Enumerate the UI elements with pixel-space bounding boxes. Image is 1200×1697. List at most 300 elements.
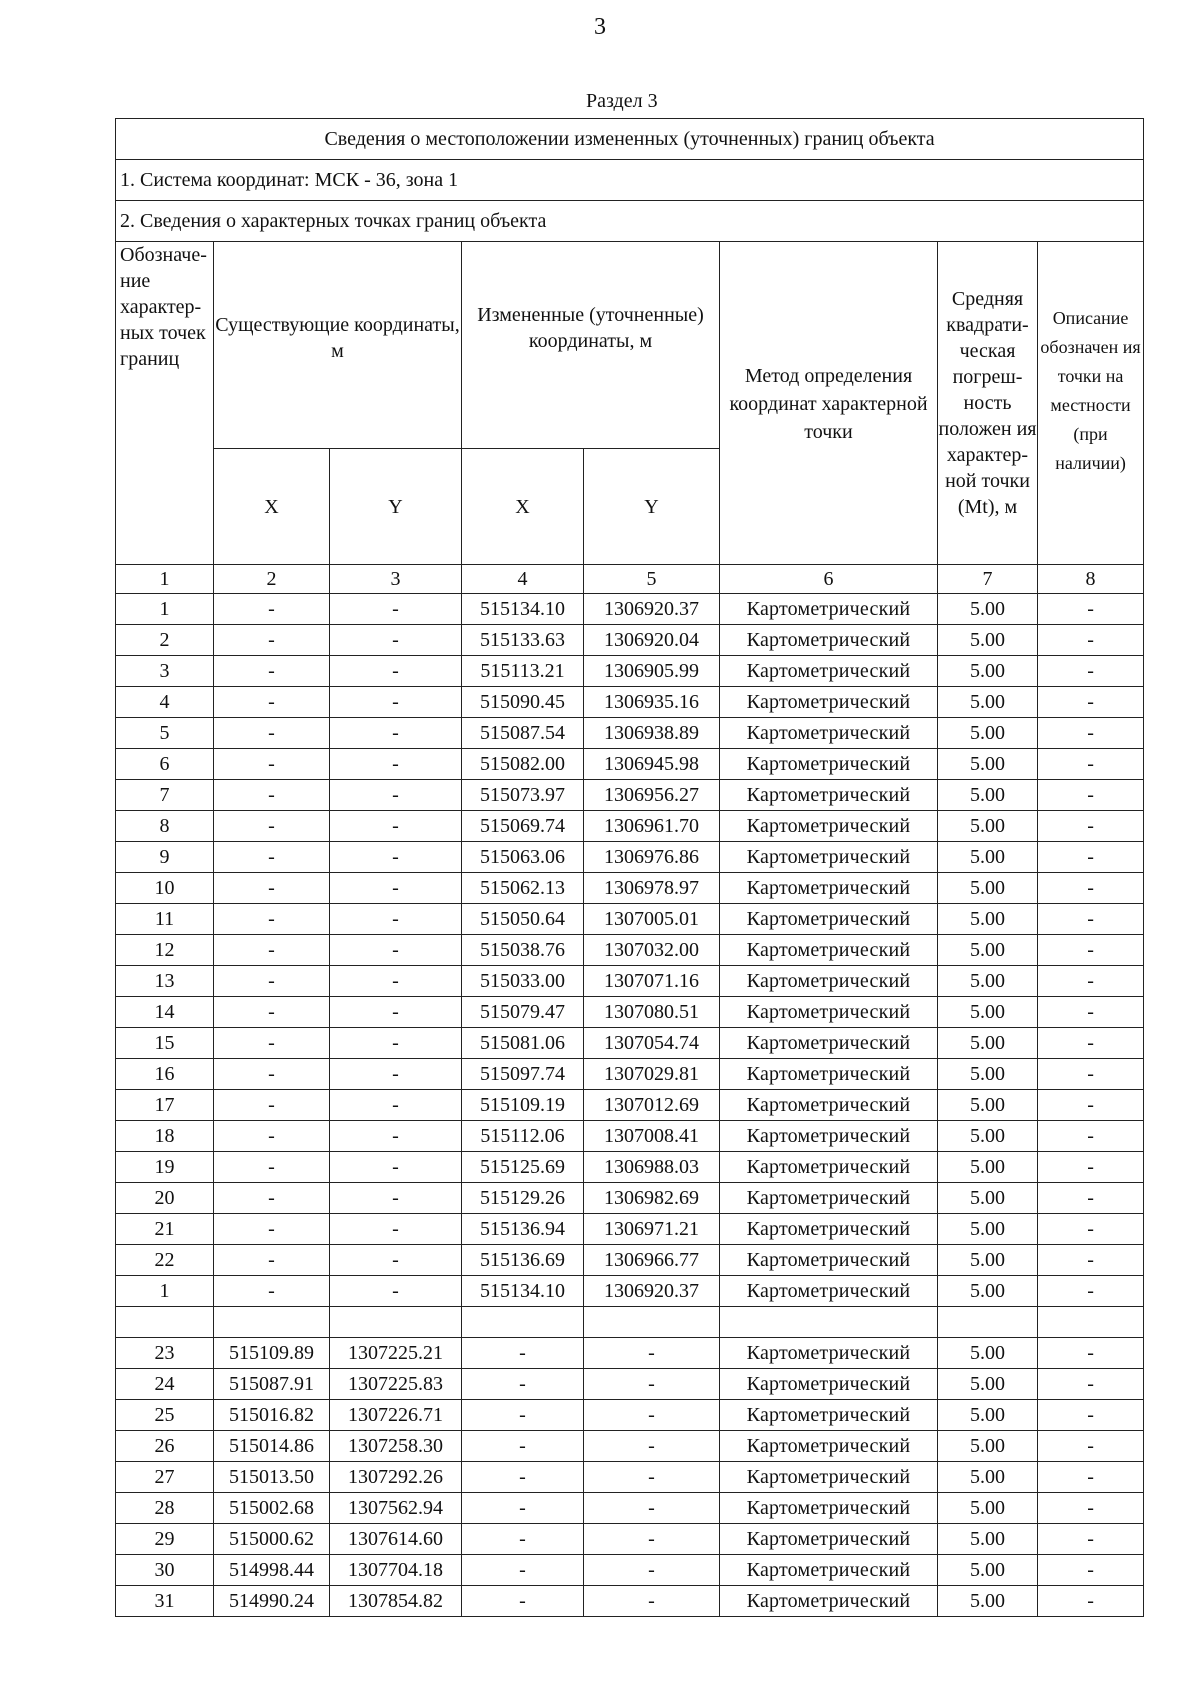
changed-x-cell: 515063.06: [462, 842, 584, 873]
table-row: [116, 1028, 1144, 1059]
error-mt-cell: [938, 1307, 1038, 1338]
point-number-cell: 22: [116, 1245, 214, 1276]
method-cell: Картометрический: [720, 1555, 938, 1586]
table-row: [116, 718, 1144, 749]
error-mt-cell: 5.00: [938, 966, 1038, 997]
description-cell: -: [1038, 1524, 1144, 1555]
changed-y-cell: 1307032.00: [584, 935, 720, 966]
changed-x-cell: -: [462, 1400, 584, 1431]
method-cell: Картометрический: [720, 904, 938, 935]
changed-x-cell: 515134.10: [462, 594, 584, 625]
existing-x-cell: -: [214, 1059, 330, 1090]
point-number-cell: 1: [116, 594, 214, 625]
changed-y-cell: 1306961.70: [584, 811, 720, 842]
error-mt-cell: 5.00: [938, 1245, 1038, 1276]
table-row: [116, 1121, 1144, 1152]
changed-y-cell: 1306982.69: [584, 1183, 720, 1214]
changed-x-cell: -: [462, 1338, 584, 1369]
error-mt-cell: 5.00: [938, 904, 1038, 935]
table-row: [116, 1400, 1144, 1431]
method-cell: Картометрический: [720, 1338, 938, 1369]
point-number-cell: 3: [116, 656, 214, 687]
existing-y-cell: 1307614.60: [330, 1524, 462, 1555]
existing-x-cell: -: [214, 1183, 330, 1214]
changed-y-cell: 1307029.81: [584, 1059, 720, 1090]
existing-y-cell: -: [330, 811, 462, 842]
error-mt-cell: 5.00: [938, 1214, 1038, 1245]
point-number-cell: 18: [116, 1121, 214, 1152]
method-cell: Картометрический: [720, 1028, 938, 1059]
table-title: Сведения о местоположении измененных (уточненных) границ объекта: [116, 119, 1144, 160]
table-row: [116, 1431, 1144, 1462]
points-header: 2. Сведения о характерных точках границ объекта: [116, 201, 1144, 242]
existing-y-cell: -: [330, 935, 462, 966]
description-cell: -: [1038, 935, 1144, 966]
existing-x-cell: -: [214, 1214, 330, 1245]
changed-x-cell: 515097.74: [462, 1059, 584, 1090]
table-row: [116, 1524, 1144, 1555]
page-number: 3: [594, 14, 606, 40]
table-row: [116, 811, 1144, 842]
changed-x-cell: 515073.97: [462, 780, 584, 811]
changed-y-cell: 1306945.98: [584, 749, 720, 780]
point-number-cell: 2: [116, 625, 214, 656]
existing-x-cell: -: [214, 1121, 330, 1152]
description-cell: -: [1038, 1214, 1144, 1245]
existing-y-cell: -: [330, 873, 462, 904]
table-row: [116, 749, 1144, 780]
col-header-existing: Существующие координаты, м: [214, 242, 462, 449]
existing-x-cell: -: [214, 1152, 330, 1183]
method-cell: Картометрический: [720, 687, 938, 718]
error-mt-cell: 5.00: [938, 780, 1038, 811]
point-number-cell: 5: [116, 718, 214, 749]
table-row: [116, 873, 1144, 904]
method-cell: Картометрический: [720, 935, 938, 966]
error-mt-cell: 5.00: [938, 842, 1038, 873]
changed-y-cell: 1306956.27: [584, 780, 720, 811]
description-cell: -: [1038, 1462, 1144, 1493]
description-cell: -: [1038, 1400, 1144, 1431]
changed-x-cell: 515069.74: [462, 811, 584, 842]
point-number-cell: 26: [116, 1431, 214, 1462]
table-row: [116, 997, 1144, 1028]
changed-y-cell: 1306905.99: [584, 656, 720, 687]
changed-y-cell: -: [584, 1555, 720, 1586]
existing-y-cell: -: [330, 687, 462, 718]
description-cell: -: [1038, 1028, 1144, 1059]
point-number-cell: 8: [116, 811, 214, 842]
description-cell: -: [1038, 687, 1144, 718]
error-mt-cell: 5.00: [938, 1276, 1038, 1307]
description-cell: -: [1038, 625, 1144, 656]
existing-y-cell: 1307225.83: [330, 1369, 462, 1400]
error-mt-cell: 5.00: [938, 1555, 1038, 1586]
column-number: 2: [214, 565, 330, 594]
section-label: Раздел 3: [586, 90, 658, 112]
changed-x-cell: 515050.64: [462, 904, 584, 935]
error-mt-cell: 5.00: [938, 1400, 1038, 1431]
existing-y-cell: -: [330, 625, 462, 656]
changed-y-cell: 1306988.03: [584, 1152, 720, 1183]
existing-x-cell: 515014.86: [214, 1431, 330, 1462]
table-row: [116, 1214, 1144, 1245]
column-number: 5: [584, 565, 720, 594]
table-row: [116, 1338, 1144, 1369]
existing-y-cell: -: [330, 718, 462, 749]
error-mt-cell: 5.00: [938, 873, 1038, 904]
point-number-cell: 7: [116, 780, 214, 811]
point-number-cell: 21: [116, 1214, 214, 1245]
existing-x-cell: -: [214, 1245, 330, 1276]
point-number-cell: 16: [116, 1059, 214, 1090]
changed-y-cell: -: [584, 1369, 720, 1400]
changed-x-cell: 515038.76: [462, 935, 584, 966]
method-cell: Картометрический: [720, 780, 938, 811]
table-row: [116, 594, 1144, 625]
existing-y-cell: -: [330, 997, 462, 1028]
changed-y-cell: -: [584, 1524, 720, 1555]
table-row: [116, 780, 1144, 811]
error-mt-cell: 5.00: [938, 1369, 1038, 1400]
table-row: [116, 656, 1144, 687]
method-cell: Картометрический: [720, 1524, 938, 1555]
point-number-cell: 27: [116, 1462, 214, 1493]
existing-y-cell: -: [330, 1028, 462, 1059]
method-cell: Картометрический: [720, 625, 938, 656]
boundary-points-table: [115, 118, 1144, 1617]
error-mt-cell: 5.00: [938, 1152, 1038, 1183]
existing-x-cell: -: [214, 997, 330, 1028]
changed-x-cell: [462, 1307, 584, 1338]
col-header-method: Метод определения координат характерной точки: [720, 242, 938, 565]
description-cell: -: [1038, 1369, 1144, 1400]
existing-y-cell: 1307258.30: [330, 1431, 462, 1462]
table-row: [116, 625, 1144, 656]
changed-x-cell: 515081.06: [462, 1028, 584, 1059]
changed-y-cell: 1306938.89: [584, 718, 720, 749]
table-row: [116, 966, 1144, 997]
error-mt-cell: 5.00: [938, 687, 1038, 718]
changed-y-cell: 1306978.97: [584, 873, 720, 904]
changed-y-cell: 1306920.04: [584, 625, 720, 656]
changed-x-cell: 515133.63: [462, 625, 584, 656]
existing-y-cell: -: [330, 1121, 462, 1152]
table-row: [116, 1555, 1144, 1586]
changed-y-cell: 1307054.74: [584, 1028, 720, 1059]
existing-y-cell: 1307226.71: [330, 1400, 462, 1431]
existing-y-cell: -: [330, 1090, 462, 1121]
method-cell: Картометрический: [720, 873, 938, 904]
existing-y-cell: -: [330, 842, 462, 873]
existing-y-cell: 1307292.26: [330, 1462, 462, 1493]
changed-y-cell: 1306935.16: [584, 687, 720, 718]
description-cell: -: [1038, 656, 1144, 687]
error-mt-cell: 5.00: [938, 1028, 1038, 1059]
method-cell: Картометрический: [720, 1090, 938, 1121]
method-cell: Картометрический: [720, 997, 938, 1028]
description-cell: -: [1038, 780, 1144, 811]
column-number-row: [116, 565, 1144, 594]
existing-x-cell: -: [214, 904, 330, 935]
table-row: [116, 935, 1144, 966]
col-header-changed: Измененные (уточненные) координаты, м: [462, 242, 720, 449]
method-cell: Картометрический: [720, 594, 938, 625]
error-mt-cell: 5.00: [938, 811, 1038, 842]
method-cell: Картометрический: [720, 842, 938, 873]
changed-y-cell: 1306920.37: [584, 594, 720, 625]
error-mt-cell: 5.00: [938, 749, 1038, 780]
error-mt-cell: 5.00: [938, 594, 1038, 625]
changed-x-cell: -: [462, 1462, 584, 1493]
error-mt-cell: 5.00: [938, 1183, 1038, 1214]
changed-y-cell: 1306976.86: [584, 842, 720, 873]
existing-x-cell: -: [214, 718, 330, 749]
point-number-cell: 29: [116, 1524, 214, 1555]
changed-x-cell: 515109.19: [462, 1090, 584, 1121]
description-cell: -: [1038, 1555, 1144, 1586]
changed-y-cell: 1306920.37: [584, 1276, 720, 1307]
point-number-cell: 31: [116, 1586, 214, 1617]
col-header-description: Описание обозначен ия точки на местности (при наличии): [1038, 242, 1144, 565]
existing-x-cell: -: [214, 780, 330, 811]
existing-x-cell: -: [214, 1028, 330, 1059]
existing-y-cell: -: [330, 1183, 462, 1214]
changed-y-cell: -: [584, 1400, 720, 1431]
existing-y-cell: 1307562.94: [330, 1493, 462, 1524]
method-cell: [720, 1307, 938, 1338]
changed-x-cell: 515112.06: [462, 1121, 584, 1152]
table-row: [116, 1059, 1144, 1090]
method-cell: Картометрический: [720, 1152, 938, 1183]
col-header-error: Средняя квадрати-ческая погреш-ность положен ия характер-ной точки (Mt), м: [938, 242, 1038, 565]
changed-y-cell: [584, 1307, 720, 1338]
table-row: [116, 1369, 1144, 1400]
method-cell: Картометрический: [720, 1400, 938, 1431]
changed-y-cell: 1307005.01: [584, 904, 720, 935]
existing-y-cell: -: [330, 1059, 462, 1090]
existing-y-cell: -: [330, 1152, 462, 1183]
existing-y-cell: 1307704.18: [330, 1555, 462, 1586]
point-number-cell: 9: [116, 842, 214, 873]
error-mt-cell: 5.00: [938, 718, 1038, 749]
description-cell: -: [1038, 1338, 1144, 1369]
changed-y-cell: 1307008.41: [584, 1121, 720, 1152]
changed-y-cell: -: [584, 1462, 720, 1493]
changed-x-cell: 515090.45: [462, 687, 584, 718]
method-cell: Картометрический: [720, 749, 938, 780]
changed-x-cell: -: [462, 1524, 584, 1555]
error-mt-cell: 5.00: [938, 997, 1038, 1028]
existing-x-cell: 515087.91: [214, 1369, 330, 1400]
existing-x-cell: 515016.82: [214, 1400, 330, 1431]
description-cell: -: [1038, 1493, 1144, 1524]
existing-y-cell: -: [330, 656, 462, 687]
changed-y-cell: 1306966.77: [584, 1245, 720, 1276]
changed-x-cell: 515136.94: [462, 1214, 584, 1245]
table-row: [116, 1090, 1144, 1121]
existing-y-cell: -: [330, 1245, 462, 1276]
changed-x-cell: 515125.69: [462, 1152, 584, 1183]
existing-y-cell: 1307854.82: [330, 1586, 462, 1617]
changed-x-cell: 515033.00: [462, 966, 584, 997]
point-number-cell: 12: [116, 935, 214, 966]
existing-y-cell: -: [330, 966, 462, 997]
existing-x-cell: 514998.44: [214, 1555, 330, 1586]
existing-x-cell: -: [214, 873, 330, 904]
changed-x-cell: -: [462, 1493, 584, 1524]
error-mt-cell: 5.00: [938, 935, 1038, 966]
description-cell: -: [1038, 1152, 1144, 1183]
changed-x-cell: -: [462, 1586, 584, 1617]
changed-x-cell: 515134.10: [462, 1276, 584, 1307]
table-row: [116, 1152, 1144, 1183]
existing-x-cell: -: [214, 749, 330, 780]
changed-x-cell: -: [462, 1431, 584, 1462]
error-mt-cell: 5.00: [938, 1059, 1038, 1090]
existing-y-cell: -: [330, 780, 462, 811]
existing-x-cell: 515109.89: [214, 1338, 330, 1369]
method-cell: Картометрический: [720, 1276, 938, 1307]
method-cell: Картометрический: [720, 718, 938, 749]
existing-x-cell: -: [214, 966, 330, 997]
existing-y-cell: -: [330, 1214, 462, 1245]
column-number: 7: [938, 565, 1038, 594]
existing-x-cell: -: [214, 594, 330, 625]
changed-x-cell: 515087.54: [462, 718, 584, 749]
point-number-cell: 1: [116, 1276, 214, 1307]
changed-x-cell: 515113.21: [462, 656, 584, 687]
point-number-cell: 15: [116, 1028, 214, 1059]
table-row: [116, 1307, 1144, 1338]
changed-y-cell: -: [584, 1431, 720, 1462]
error-mt-cell: 5.00: [938, 1338, 1038, 1369]
col-header-existing-x: X: [214, 449, 330, 565]
existing-y-cell: [330, 1307, 462, 1338]
table-row: [116, 1276, 1144, 1307]
method-cell: Картометрический: [720, 1462, 938, 1493]
existing-x-cell: -: [214, 842, 330, 873]
description-cell: -: [1038, 1183, 1144, 1214]
existing-x-cell: 515002.68: [214, 1493, 330, 1524]
method-cell: Картометрический: [720, 1121, 938, 1152]
method-cell: Картометрический: [720, 811, 938, 842]
description-cell: -: [1038, 1059, 1144, 1090]
description-cell: -: [1038, 966, 1144, 997]
existing-x-cell: -: [214, 687, 330, 718]
description-cell: -: [1038, 1586, 1144, 1617]
method-cell: Картометрический: [720, 1183, 938, 1214]
error-mt-cell: 5.00: [938, 1121, 1038, 1152]
changed-x-cell: 515129.26: [462, 1183, 584, 1214]
existing-y-cell: -: [330, 594, 462, 625]
point-number-cell: 19: [116, 1152, 214, 1183]
changed-y-cell: 1307012.69: [584, 1090, 720, 1121]
point-number-cell: 4: [116, 687, 214, 718]
changed-y-cell: -: [584, 1338, 720, 1369]
error-mt-cell: 5.00: [938, 1462, 1038, 1493]
existing-x-cell: -: [214, 935, 330, 966]
method-cell: Картометрический: [720, 966, 938, 997]
method-cell: Картометрический: [720, 1214, 938, 1245]
point-number-cell: 30: [116, 1555, 214, 1586]
description-cell: -: [1038, 594, 1144, 625]
changed-y-cell: 1307071.16: [584, 966, 720, 997]
point-number-cell: [116, 1307, 214, 1338]
col-header-designation: Обозначе-ние характер-ных точек границ: [116, 242, 214, 565]
column-number: 1: [116, 565, 214, 594]
column-number: 4: [462, 565, 584, 594]
changed-x-cell: 515136.69: [462, 1245, 584, 1276]
description-cell: -: [1038, 1431, 1144, 1462]
existing-y-cell: -: [330, 749, 462, 780]
table-row: [116, 1462, 1144, 1493]
description-cell: -: [1038, 997, 1144, 1028]
existing-x-cell: -: [214, 811, 330, 842]
table-row: [116, 1493, 1144, 1524]
description-cell: -: [1038, 1121, 1144, 1152]
description-cell: -: [1038, 811, 1144, 842]
point-number-cell: 24: [116, 1369, 214, 1400]
error-mt-cell: 5.00: [938, 1524, 1038, 1555]
existing-x-cell: [214, 1307, 330, 1338]
description-cell: -: [1038, 749, 1144, 780]
point-number-cell: 28: [116, 1493, 214, 1524]
description-cell: -: [1038, 718, 1144, 749]
description-cell: -: [1038, 1276, 1144, 1307]
point-number-cell: 10: [116, 873, 214, 904]
existing-x-cell: 514990.24: [214, 1586, 330, 1617]
changed-y-cell: -: [584, 1493, 720, 1524]
column-number: 8: [1038, 565, 1144, 594]
point-number-cell: 17: [116, 1090, 214, 1121]
error-mt-cell: 5.00: [938, 1431, 1038, 1462]
method-cell: Картометрический: [720, 1059, 938, 1090]
point-number-cell: 23: [116, 1338, 214, 1369]
error-mt-cell: 5.00: [938, 1090, 1038, 1121]
col-header-changed-y: Y: [584, 449, 720, 565]
error-mt-cell: 5.00: [938, 656, 1038, 687]
existing-x-cell: -: [214, 1276, 330, 1307]
changed-y-cell: 1307080.51: [584, 997, 720, 1028]
column-number: 3: [330, 565, 462, 594]
table-row: [116, 1586, 1144, 1617]
method-cell: Картометрический: [720, 1369, 938, 1400]
col-header-changed-x: X: [462, 449, 584, 565]
method-cell: Картометрический: [720, 1245, 938, 1276]
table-row: [116, 687, 1144, 718]
method-cell: Картометрический: [720, 656, 938, 687]
point-number-cell: 14: [116, 997, 214, 1028]
existing-x-cell: -: [214, 656, 330, 687]
existing-y-cell: -: [330, 904, 462, 935]
existing-y-cell: 1307225.21: [330, 1338, 462, 1369]
changed-x-cell: 515082.00: [462, 749, 584, 780]
description-cell: -: [1038, 904, 1144, 935]
method-cell: Картометрический: [720, 1586, 938, 1617]
changed-x-cell: 515079.47: [462, 997, 584, 1028]
coord-system: 1. Система координат: МСК - 36, зона 1: [116, 160, 1144, 201]
existing-x-cell: 515013.50: [214, 1462, 330, 1493]
table-row: [116, 842, 1144, 873]
existing-x-cell: -: [214, 625, 330, 656]
changed-y-cell: -: [584, 1586, 720, 1617]
description-cell: -: [1038, 1090, 1144, 1121]
table-row: [116, 904, 1144, 935]
point-number-cell: 25: [116, 1400, 214, 1431]
changed-y-cell: 1306971.21: [584, 1214, 720, 1245]
point-number-cell: 11: [116, 904, 214, 935]
